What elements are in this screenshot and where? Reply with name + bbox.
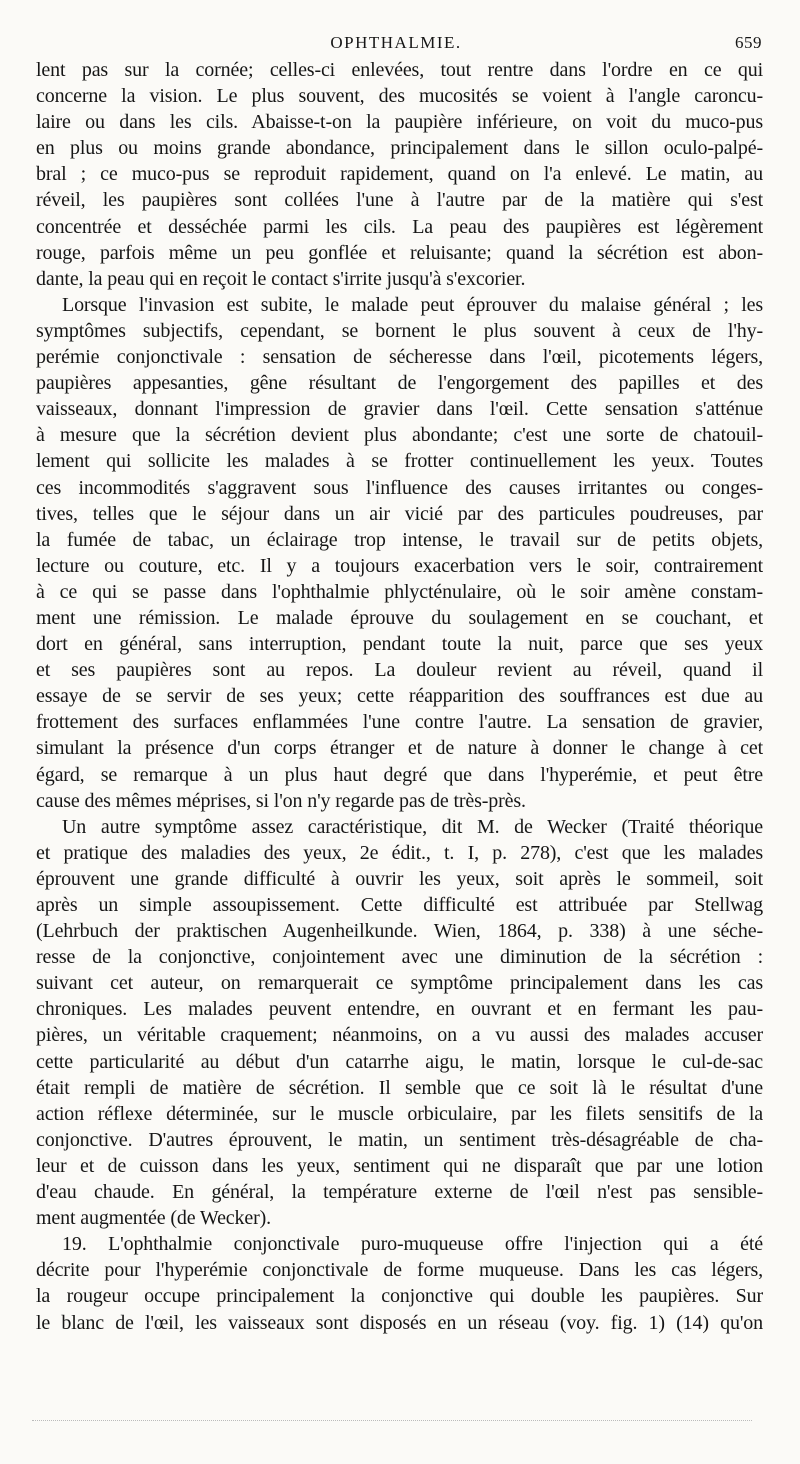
text-line: laire ou dans les cils. Abaisse-t-on la paupière inférieure, on voit du muco-pus: [36, 111, 763, 134]
text-line: la rougeur occupe principalement la conjonctive qui double les paupières. Sur: [36, 1285, 763, 1308]
text-line: concentrée et desséchée parmi les cils. La peau des paupières est légèrement: [36, 215, 763, 238]
text-line: et ses paupières sont au repos. La douleur revient au réveil, quand il: [36, 659, 763, 682]
text-line: cause des mêmes méprises, si l'on n'y regarde pas de très-près.: [36, 789, 526, 812]
text-line: était rempli de matière de sécrétion. Il semble que ce soit là le résultat d'une: [36, 1076, 763, 1099]
text-line: pières, un véritable craquement; néanmoins, on a vu aussi des malades accuser: [36, 1024, 763, 1047]
text-line: paupières appesanties, gêne résultant de l'engorgement des papilles et des: [36, 372, 763, 395]
text-line: ment une rémission. Le malade éprouve du soulagement en se couchant, et: [36, 606, 763, 629]
text-line: action réflexe déterminée, sur le muscle orbiculaire, par les filets sensitifs de la: [36, 1102, 763, 1125]
text-line: dort en général, sans interruption, pendant toute la nuit, parce que ses yeux: [36, 633, 763, 656]
text-line: (Lehrbuch der praktischen Augenheilkunde. Wien, 1864, p. 338) à une séche-: [36, 920, 763, 943]
running-title: OPHTHALMIE.: [330, 33, 462, 52]
text-line: Lorsque l'invasion est subite, le malade peut éprouver du malaise général ; les: [62, 293, 763, 316]
text-line: éprouvent une grande difficulté à ouvrir les yeux, soit après le sommeil, soit: [36, 867, 763, 890]
text-line: lecture ou couture, etc. Il y a toujours exacerbation vers le soir, contrairement: [36, 554, 763, 577]
text-line: concerne la vision. Le plus souvent, des mucosités se voient à l'angle caroncu-: [36, 85, 763, 108]
text-line: resse de la conjonctive, conjointement avec une diminution de la sécrétion :: [36, 946, 763, 969]
text-line: cette particularité au début d'un catarrhe aigu, le matin, lorsque le cul-de-sac: [36, 1050, 763, 1073]
text-line: symptômes subjectifs, cependant, se bornent le plus souvent à ceux de l'hy-: [36, 319, 763, 342]
text-line: ces incommodités s'aggravent sous l'influence des causes irritantes ou conges-: [36, 476, 763, 499]
text-line: vaisseaux, donnant l'impression de gravier dans l'œil. Cette sensation s'atténue: [36, 398, 763, 421]
text-line: conjonctive. D'autres éprouvent, le matin, un sentiment très-désagréable de cha-: [36, 1128, 763, 1151]
text-line: et pratique des maladies des yeux, 2e édit., t. I, p. 278), c'est que les malades: [36, 841, 763, 864]
text-line: leur et de cuisson dans les yeux, sentiment qui ne disparaît que par une lotion: [36, 1154, 763, 1177]
page-header: [30, 33, 762, 55]
text-line: à mesure que la sécrétion devient plus abondante; c'est une sorte de chatouil-: [36, 424, 763, 447]
text-line: lement qui sollicite les malades à se frotter continuellement les yeux. Toutes: [36, 450, 763, 473]
text-line: frottement des surfaces enflammées l'une contre l'autre. La sensation de gravier,: [36, 711, 763, 734]
text-line: Un autre symptôme assez caractéristique, dit M. de Wecker (Traité théorique: [62, 815, 763, 838]
text-line: bral ; ce muco-pus se reproduit rapidement, quand on l'a enlevé. Le matin, au: [36, 163, 763, 186]
page-number: 659: [735, 33, 762, 52]
text-line: lent pas sur la cornée; celles-ci enlevées, tout rentre dans l'ordre en ce qui: [36, 59, 763, 81]
text-line: ment augmentée (de Wecker).: [36, 1207, 271, 1230]
text-line: simulant la présence d'un corps étranger et de nature à donner le change à cet: [36, 737, 763, 760]
text-line: tives, telles que le séjour dans un air vicié par des particules poudreuses, par: [36, 502, 763, 525]
text-line: le blanc de l'œil, les vaisseaux sont disposés en un réseau (voy. fig. 1) (14) qu'on: [36, 1311, 763, 1334]
text-line: essaye de se servir de ses yeux; cette réapparition des souffrances est due au: [36, 685, 763, 708]
text-line: après un simple assoupissement. Cette difficulté est attribuée par Stellwag: [36, 894, 763, 916]
text-line: chroniques. Les malades peuvent entendre, en ouvrant et en fermant les pau-: [36, 998, 763, 1021]
body-text: [36, 57, 763, 1336]
text-line: d'eau chaude. En général, la température externe de l'œil n'est pas sensible-: [36, 1181, 763, 1204]
text-line: décrite pour l'hyperémie conjonctivale de forme muqueuse. Dans les cas légers,: [36, 1259, 763, 1282]
text-line: égard, se remarque à un plus haut degré que dans l'hyperémie, et peut être: [36, 763, 763, 786]
text-line: perémie conjonctivale : sensation de sécheresse dans l'œil, picotements légers,: [36, 346, 763, 369]
text-line: rouge, parfois même un peu gonflée et reluisante; quand la sécrétion est abon-: [36, 241, 763, 264]
bottom-margin-marks: [32, 1420, 752, 1422]
text-line: 19. L'ophthalmie conjonctivale puro-muqueuse offre l'injection qui a été: [62, 1233, 763, 1256]
text-line: suivant cet auteur, on remarquerait ce symptôme principalement dans les cas: [36, 972, 763, 995]
text-line: à ce qui se passe dans l'ophthalmie phlycténulaire, où le soir amène constam-: [36, 580, 763, 603]
text-line: la fumée de tabac, un éclairage trop intense, le travail sur de petits objets,: [36, 528, 763, 551]
text-line: réveil, les paupières sont collées l'une à l'autre par de la matière qui s'est: [36, 189, 763, 212]
text-line: en plus ou moins grande abondance, principalement dans le sillon oculo-palpé-: [36, 137, 763, 160]
text-line: dante, la peau qui en reçoit le contact s'irrite jusqu'à s'excorier.: [36, 267, 526, 290]
